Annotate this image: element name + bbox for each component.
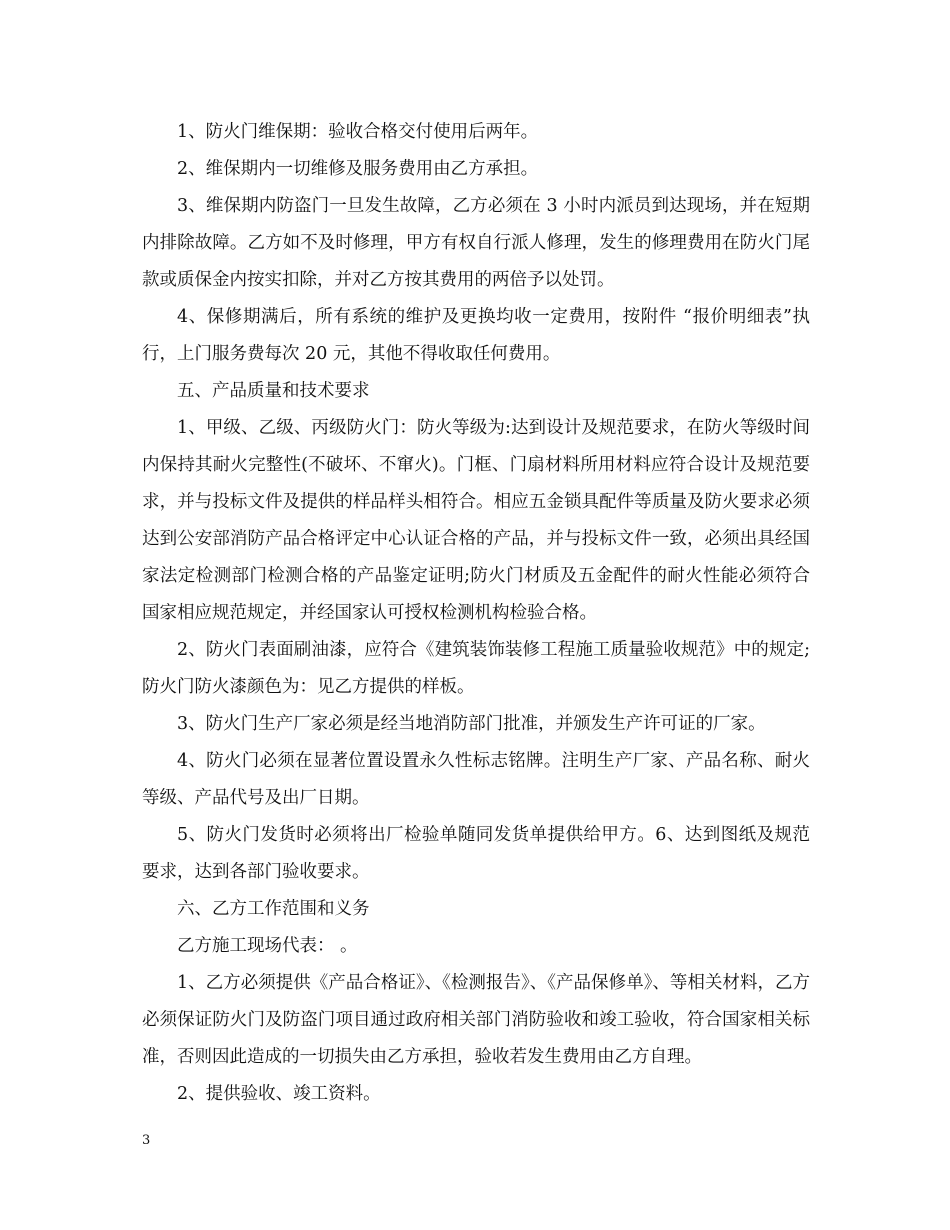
paragraph-shipping-inspection: 5、防火门发货时必须将出厂检验单随同发货单提供给甲方。6、达到图纸及规范要求，达到各部门验收要求。: [142, 825, 810, 882]
paragraph-fault-repair: 3、维保期内防盗门一旦发生故障，乙方必须在 3 小时内派员到达现场，并在短期内排除故障。乙方如不及时修理，甲方有权自行派人修理，发生的修理费用在防火门尾款或质保金内按实扣除，并对乙方按其费用的两倍予以处罚。: [142, 196, 810, 290]
paragraph-nameplate: 4、防火门必须在显著位置设置永久性标志铭牌。注明生产厂家、产品名称、耐火等级、产品代号及出厂日期。: [142, 751, 810, 808]
paragraph-certificates: 1、乙方必须提供《产品合格证》、《检测报告》、《产品保修单》、等相关材料，乙方必须保证防火门及防盗门项目通过政府相关部门消防验收和竣工验收，符合国家相关标准，否则因此造成的一切损失由乙方承担，验收若发生费用由乙方自理。: [142, 973, 810, 1067]
paragraph-warranty-period: 1、防火门维保期：验收合格交付使用后两年。: [177, 122, 539, 142]
paragraph-acceptance-documents: 2、提供验收、竣工资料。: [177, 1084, 381, 1104]
paragraph-post-warranty-fees: 4、保修期满后，所有系统的维护及更换均收一定费用，按附件 “报价明细表”执行，上门服务费每次 20 元，其他不得收取任何费用。: [142, 307, 810, 364]
section-heading-quality: 五、产品质量和技术要求: [177, 381, 370, 401]
paragraph-paint-requirements: 2、防火门表面刷油漆，应符合《建筑装饰装修工程施工质量验收规范》中的规定;防火门防火漆颜色为：见乙方提供的样板。: [142, 640, 810, 697]
page-number: 3: [142, 1133, 151, 1148]
paragraph-manufacturer-approval: 3、防火门生产厂家必须是经当地消防部门批准，并颁发生产许可证的厂家。: [177, 714, 766, 734]
paragraph-warranty-costs: 2、维保期内一切维修及服务费用由乙方承担。: [177, 159, 539, 179]
paragraph-fire-door-grades: 1、甲级、乙级、丙级防火门：防火等级为:达到设计及规范要求，在防火等级时间内保持其耐火完整性(不破坏、不窜火)。门框、门扇材料所用材料应符合设计及规范要求，并与投标文件及提供的样品样头相符合。相应五金锁具配件等质量及防火要求必须达到公安部消防产品合格评定中心认证合格的产品，并与投标文件一致，必须出具经国家法定检测部门检测合格的产品鉴定证明;防火门材质及五金配件的耐火性能必须符合国家相应规范规定，并经国家认可授权检测机构检验合格。: [142, 418, 810, 623]
document-body: [142, 114, 810, 1113]
paragraph-site-representative: 乙方施工现场代表： 。: [177, 936, 358, 956]
section-heading-scope: 六、乙方工作范围和义务: [177, 899, 370, 919]
